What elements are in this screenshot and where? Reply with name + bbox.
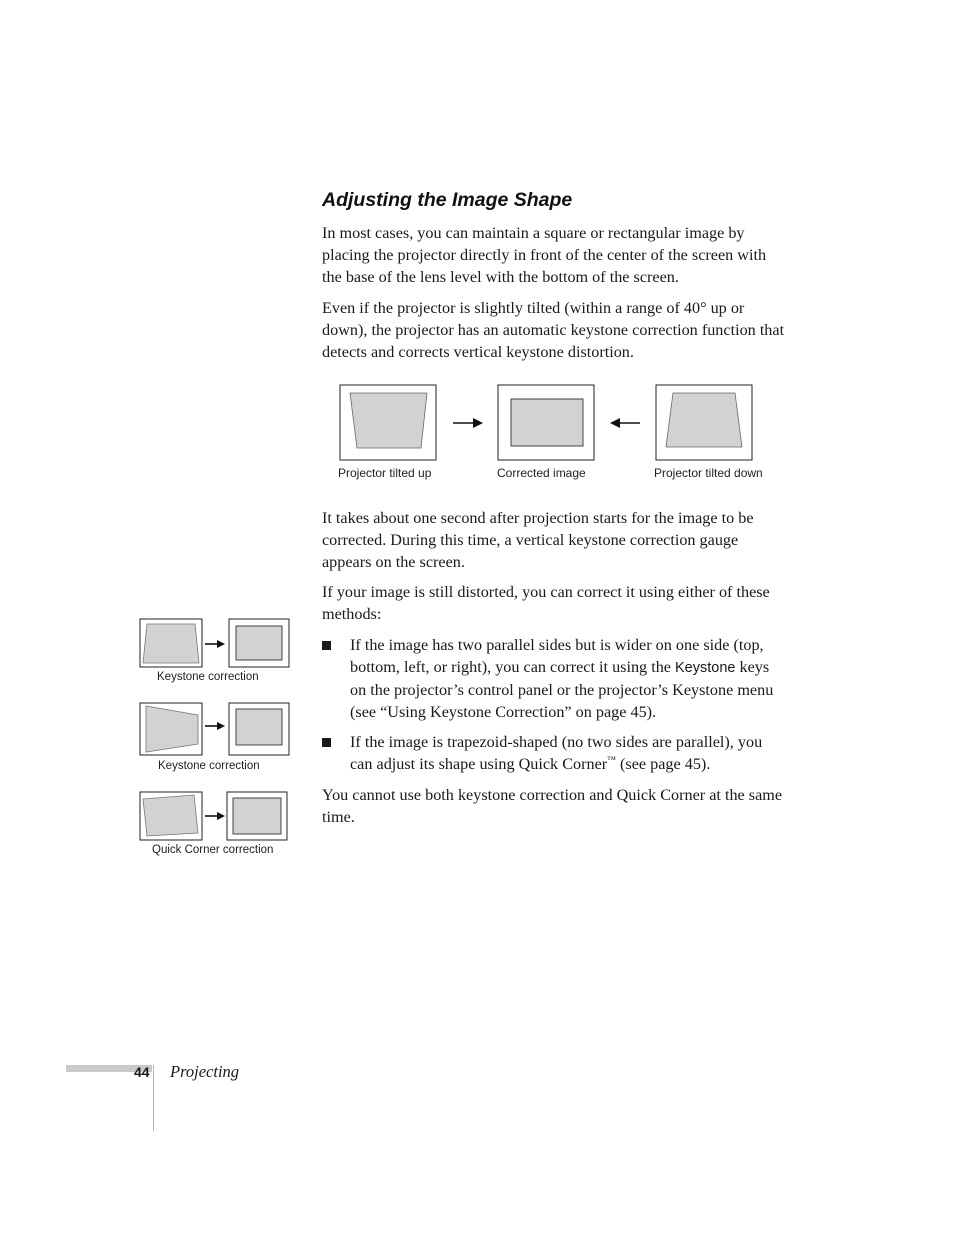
tilted-down-diagram xyxy=(656,385,752,460)
bullet-square-icon xyxy=(322,641,331,650)
side-caption-1: Keystone correction xyxy=(157,671,259,683)
gauge-paragraph: It takes about one second after projection starts for the image to be corrected. During this time, a vertical keystone correction gauge appears on the screen. xyxy=(322,509,754,571)
methods-paragraph: If your image is still distorted, you can correct it using either of these methods: xyxy=(322,583,770,623)
bullet-square-icon xyxy=(322,738,331,747)
corrected-image-diagram xyxy=(498,385,594,460)
side-figure-quick-corner xyxy=(138,790,293,842)
section-heading: Adjusting the Image Shape xyxy=(322,189,573,211)
side-caption-2: Keystone correction xyxy=(158,760,260,772)
caution-paragraph: You cannot use both keystone correction and Quick Corner at the same time. xyxy=(322,786,783,826)
caption-corrected-image: Corrected image xyxy=(497,466,586,480)
tilted-up-diagram xyxy=(340,385,436,460)
bullet-quick-corner xyxy=(322,731,787,775)
side-figure-keystone-1 xyxy=(138,617,293,671)
keystone-figure xyxy=(330,380,780,470)
intro-paragraph: In most cases, you can maintain a square or rectangular image by placing the projector directly in front of the center of the screen with the base of the lens level with the bottom of the screen. xyxy=(322,224,767,286)
bullet-keystone xyxy=(322,634,787,722)
keystone-key-label: Keystone xyxy=(675,660,736,676)
trademark-symbol: ™ xyxy=(607,754,616,765)
footer-divider xyxy=(153,1065,154,1131)
bullet-quick-corner-text: If the image is trapezoid-shaped (no two sides are parallel), you can adjust its shape using Quick Corner™ (see page 45). xyxy=(350,733,763,773)
page-number: 44 xyxy=(134,1064,150,1080)
bullet-keystone-text: If the image has two parallel sides but is wider on one side (top, bottom, left, or right), you can correct it using the Keystone keys on the projector’s control panel or the projector’s Keystone menu (see “Using Keystone Correction” on page 45). xyxy=(350,636,774,721)
caption-tilted-down: Projector tilted down xyxy=(654,466,763,480)
side-figure-keystone-2 xyxy=(138,701,293,757)
arrow-right-icon xyxy=(453,418,483,428)
side-caption-3: Quick Corner correction xyxy=(152,844,274,856)
caption-tilted-up: Projector tilted up xyxy=(338,466,432,480)
arrow-left-icon xyxy=(610,418,640,428)
keystone-paragraph: Even if the projector is slightly tilted (within a range of 40° up or down), the projector has an automatic keystone correction function that detects and corrects vertical keystone distortion. xyxy=(322,299,785,361)
chapter-name: Projecting xyxy=(170,1062,240,1081)
